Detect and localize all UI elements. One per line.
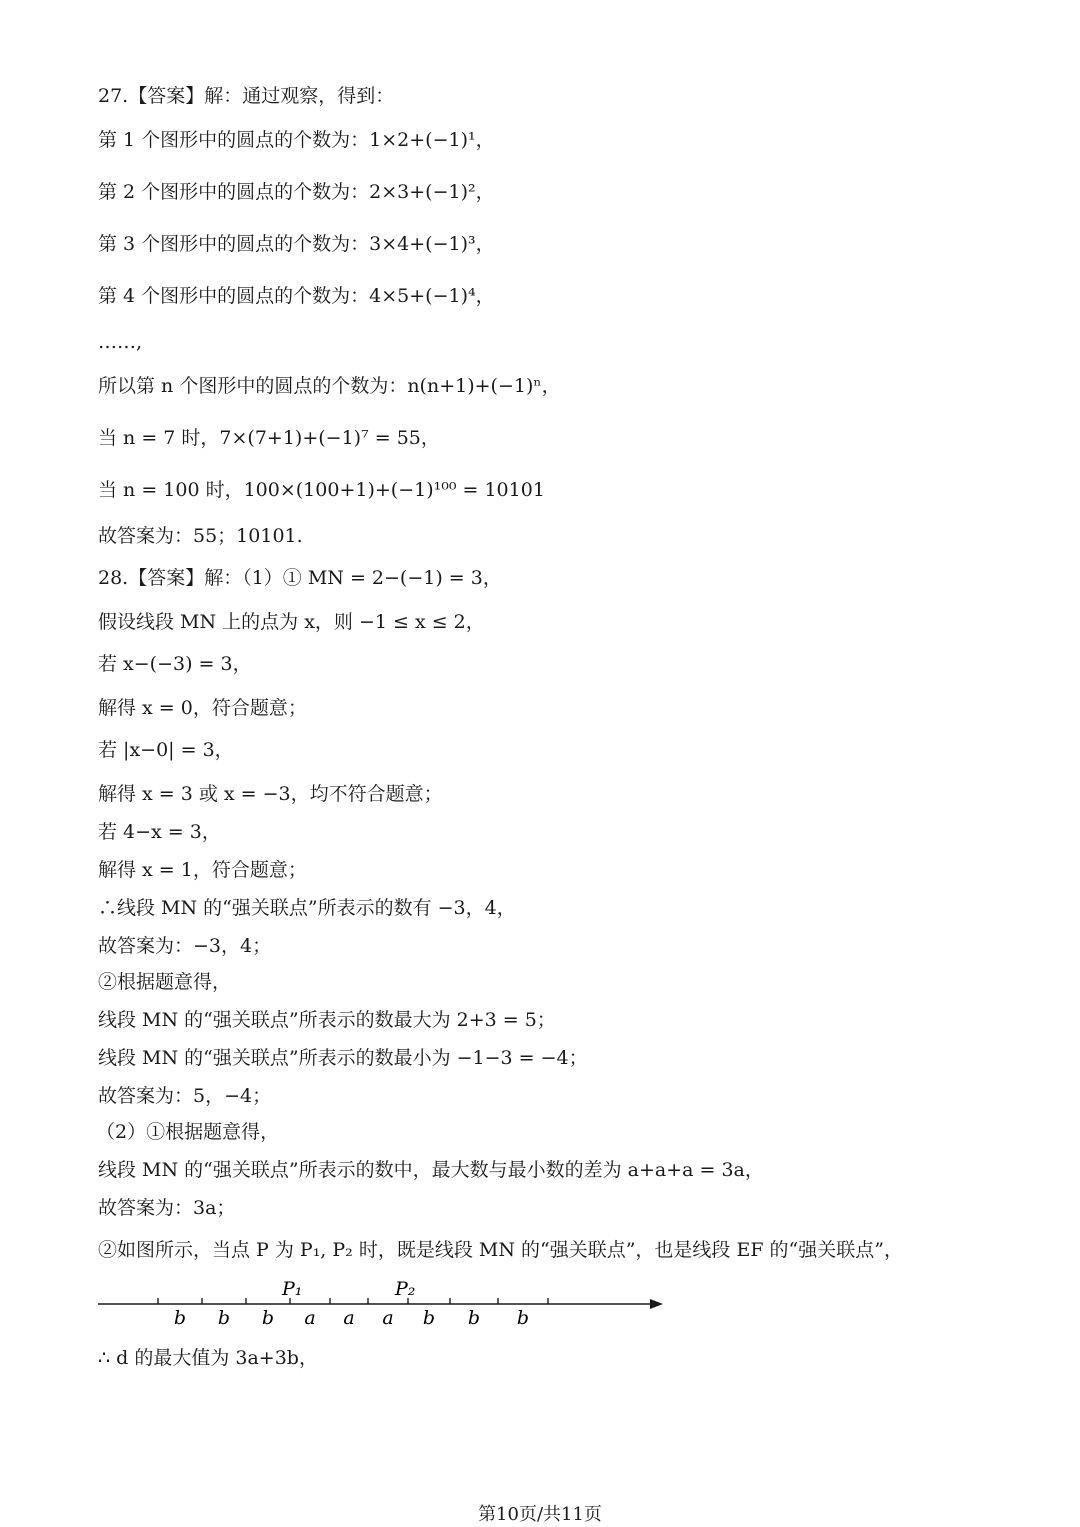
- segment-label: b: [173, 1307, 187, 1329]
- q28-part2-intro: ②根据题意得，: [98, 971, 232, 993]
- q28-heading: 28.【答案】解：（1）① MN = 2−(−1) = 3，: [98, 567, 502, 589]
- q28-final: ∴ d 的最大值为 3a+3b，: [98, 1347, 318, 1369]
- point-p2-label: P₂: [395, 1278, 416, 1300]
- segment-label: a: [343, 1307, 355, 1329]
- q28-min: 线段 MN 的“强关联点”所表示的数最小为 −1−3 = −4；: [98, 1047, 588, 1069]
- q28-case-1: 若 x−(−3) = 3，: [98, 653, 252, 675]
- page-footer: 第10页/共11页: [478, 1504, 602, 1525]
- q28-case-2-result: 解得 x = 3 或 x = −3，均不符合题意；: [98, 783, 443, 805]
- q28-max: 线段 MN 的“强关联点”所表示的数最大为 2+3 = 5；: [98, 1009, 556, 1031]
- q27-figure-2: 第 2 个图形中的圆点的个数为：2×3+(−1)²，: [98, 181, 495, 203]
- q28-case-3-result: 解得 x = 1，符合题意；: [98, 859, 307, 881]
- q28-answer-3: 故答案为：3a；: [98, 1197, 236, 1219]
- segment-label: b: [516, 1307, 530, 1329]
- q27-heading: 27.【答案】解：通过观察，得到：: [98, 85, 395, 107]
- q27-ellipsis: ……,: [98, 331, 143, 353]
- q27-figure-4: 第 4 个图形中的圆点的个数为：4×5+(−1)⁴，: [98, 285, 495, 307]
- q27-figure-1: 第 1 个图形中的圆点的个数为：1×2+(−1)¹，: [98, 129, 495, 151]
- q28-sub2-intro: （2）①根据题意得，: [96, 1121, 280, 1143]
- segment-label: a: [304, 1307, 316, 1329]
- q28-figure-intro: ②如图所示，当点 P 为 P₁, P₂ 时，既是线段 MN 的“强关联点”，也是线段 EF 的“强关联点”，: [98, 1239, 903, 1261]
- segment-label: b: [217, 1307, 231, 1329]
- q27-general-term: 所以第 n 个图形中的圆点的个数为：n(n+1)+(−1)ⁿ，: [98, 375, 561, 397]
- number-line-figure: [98, 1276, 668, 1336]
- segment-label: b: [261, 1307, 275, 1329]
- segment-label: b: [422, 1307, 436, 1329]
- q28-case-2: 若 |x−0| = 3，: [98, 739, 234, 761]
- q28-answer-1: 故答案为：−3，4；: [98, 935, 272, 957]
- q28-difference: 线段 MN 的“强关联点”所表示的数中，最大数与最小数的差为 a+a+a = 3a，: [98, 1159, 764, 1181]
- q27-n100: 当 n = 100 时，100×(100+1)+(−1)¹⁰⁰ = 10101: [98, 479, 545, 501]
- q28-assume: 假设线段 MN 上的点为 x，则 −1 ≤ x ≤ 2，: [98, 611, 485, 633]
- q28-conclusion: ∴线段 MN 的“强关联点”所表示的数有 −3，4，: [98, 897, 516, 919]
- q27-answer: 故答案为：55；10101.: [98, 525, 303, 547]
- q28-case-3: 若 4−x = 3，: [98, 821, 221, 843]
- point-p1-label: P₁: [282, 1278, 303, 1300]
- q27-n7: 当 n = 7 时，7×(7+1)+(−1)⁷ = 55，: [98, 427, 440, 449]
- segment-label: a: [382, 1307, 394, 1329]
- q27-figure-3: 第 3 个图形中的圆点的个数为：3×4+(−1)³，: [98, 233, 495, 255]
- q28-case-1-result: 解得 x = 0，符合题意；: [98, 697, 307, 719]
- q28-answer-2: 故答案为：5，−4；: [98, 1085, 272, 1107]
- segment-label: b: [467, 1307, 481, 1329]
- number-line-arrow-icon: [650, 1299, 663, 1309]
